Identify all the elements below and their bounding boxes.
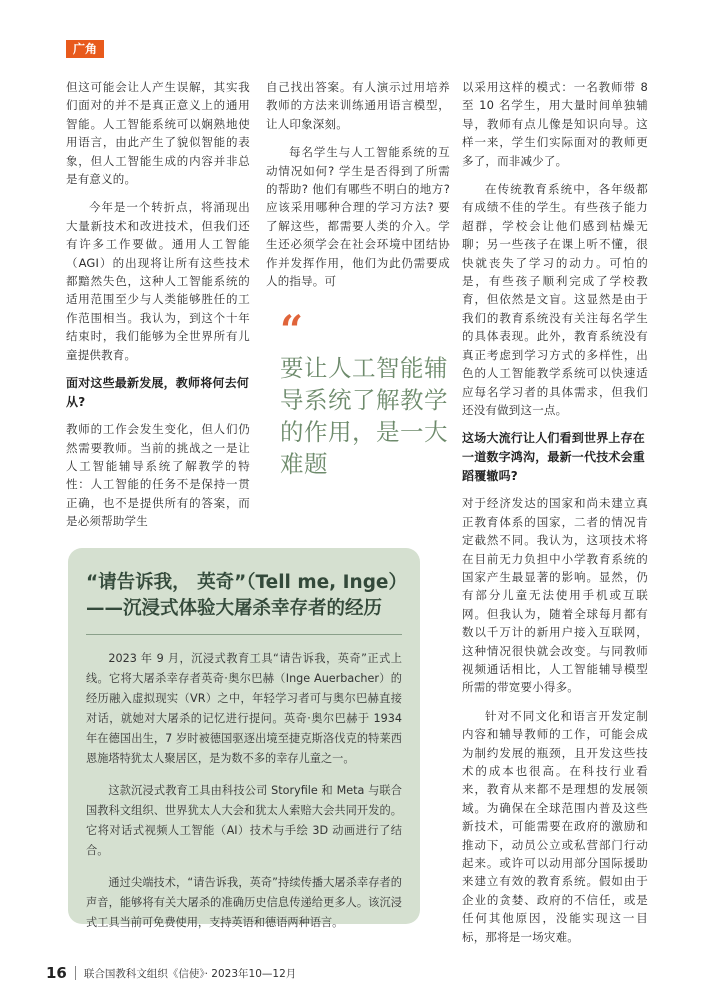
paragraph: 对于经济发达的国家和尚未建立真正教育体系的国家，二者的情况肯定截然不同。我认为，这项技术将在目前无力负担中小学教育系统的国家产生最显著的影响。显然，仍有部分儿童无法使用手机或互联网。但我认为，随着全球每月都有数以千万计的新用户接入互联网，这种情况很快就会改变。与同教师视频通话相比，人工智能辅导模型所需的带宽要小得多。 [462, 496, 648, 695]
paragraph: 这款沉浸式教育工具由科技公司 Storyfile 和 Meta 与联合国教科文组织、世界犹太人大会和犹太人索赔大会共同开发的。它将对话式视频人工智能（AI）技术与手绘 3D 动画进行了结合。 [86, 784, 402, 857]
divider [75, 966, 76, 980]
section-heading: 面对这些最新发展，教师将何去何从? [66, 376, 250, 410]
article-column-1 [66, 78, 250, 541]
paragraph: 针对不同文化和语言开发定制内容和辅导教师的工作，可能会成为制约发展的瓶颈，且开发这些技术的成本也很高。在科技行业看来，教育从来都不是理想的发展领域。为确保在全球范围内普及这些新技术，可能需要在政府的激励和推动下，动员公立或私营部门行动起来。或许可以动用部分国际援助来建立有效的教育系统。假如由于企业的贪婪、政府的不信任，或是任何其他原因，没能实现这一目标，那将是一场灾难。 [462, 708, 648, 944]
paragraph: 教师的工作会发生变化，但人们仍然需要教师。当前的挑战之一是让人工智能辅导系统了解教学的特性：人工智能的任务不是保持一贯正确，也不是提供所有的答案，而是必须帮助学生 [66, 422, 250, 529]
section-tag: 广角 [66, 40, 104, 58]
divider [86, 634, 402, 635]
quote-mark-icon: “ [280, 307, 304, 354]
paragraph: 以采用这样的模式：一名教师带 8 至 10 名学生，用大量时间单独辅导，教师有点儿像是知识向导。这样一来，学生们实际面对的教师更多了，而非减少了。 [462, 80, 648, 168]
paragraph: 2023 年 9 月，沉浸式教育工具“请告诉我，英奇”正式上线。它将大屠杀幸存者英奇·奥尔巴赫（Inge Auerbacher）的经历融入虚拟现实（VR）之中，年轻学习者可与奥尔巴赫直接对话，就她对大屠杀的记忆进行提问。英奇·奥尔巴赫于 1934 年在德国出生，7 岁时被德国驱逐出境至捷克斯洛伐克的特莱西恩施塔特犹太人聚居区，是为数不多的幸存儿童之一。 [86, 652, 402, 765]
paragraph: 今年是一个转折点，将涌现出大量新技术和改进技术，但我们还有许多工作要做。通用人工智能（AGI）的出现将让所有这些技术都黯然失色，这种人工智能系统的适用范围至少与人类能够胜任的工作范围相当。我认为，到这个十年结束时，我们能够为全世界所有儿童提供教育。 [66, 200, 250, 362]
paragraph: 自己找出答案。有人演示过用培养教师的方法来训练通用语言模型，让人印象深刻。 [266, 80, 450, 131]
pull-quote [280, 307, 458, 480]
paragraph: 通过尖端技术，“请告诉我，英奇”持续传播大屠杀幸存者的声音，能够将有关大屠杀的准确历史信息传递给更多人。该沉浸式工具当前可免费使用，支持英语和德语两种语言。 [86, 876, 402, 929]
section-heading: 这场大流行让人们看到世界上存在一道数字鸿沟，最新一代技术会重蹈覆辙吗? [462, 431, 646, 484]
paragraph: 每名学生与人工智能系统的互动情况如何? 学生是否得到了所需的帮助? 他们有哪些不明白的地方? 应该采用哪种合理的学习方法? 要了解这些，都需要人类的介入。学生还必须学会在社会环境中团结协作并发挥作用，他们为此仍需要成人的指导。可 [266, 145, 450, 289]
page-number: 16 [46, 964, 67, 982]
paragraph: 但这可能会让人产生误解，其实我们面对的并不是真正意义上的通用智能。人工智能系统可以娴熟地使用语言，由此产生了貌似智能的表象，但人工智能生成的内容并非总是有意义的。 [66, 80, 250, 187]
pull-quote-text: 要让人工智能辅导系统了解教学的作用，是一大难题 [280, 354, 448, 478]
publication-info: 联合国教科文组织《信使》· 2023年10—12月 [83, 967, 297, 980]
paragraph: 在传统教育系统中，各年级都有成绩不佳的学生。有些孩子能力超群，学校会让他们感到枯燥无聊；另一些孩子在课上听不懂，很快就丧失了学习的动力。可怕的是，有些孩子顺利完成了学校教育，但依然是文盲。这显然是由于我们的教育系统没有关注每名学生的具体表现。此外，教育系统没有真正考虑到学习方式的多样性，出色的人工智能教学系统可以快速适应每名学习者的具体需求，但我们还没有做到这一点。 [462, 182, 648, 417]
article-column-2 [266, 78, 450, 300]
article-column-3 [462, 78, 648, 956]
box-title-line-2: ——沉浸式体验大屠杀幸存者的经历 [86, 598, 383, 619]
page-footer [46, 964, 296, 982]
box-title-line-1: “请告诉我， 英奇”（Tell me, Inge） [86, 572, 407, 593]
sidebar-box [68, 548, 420, 929]
